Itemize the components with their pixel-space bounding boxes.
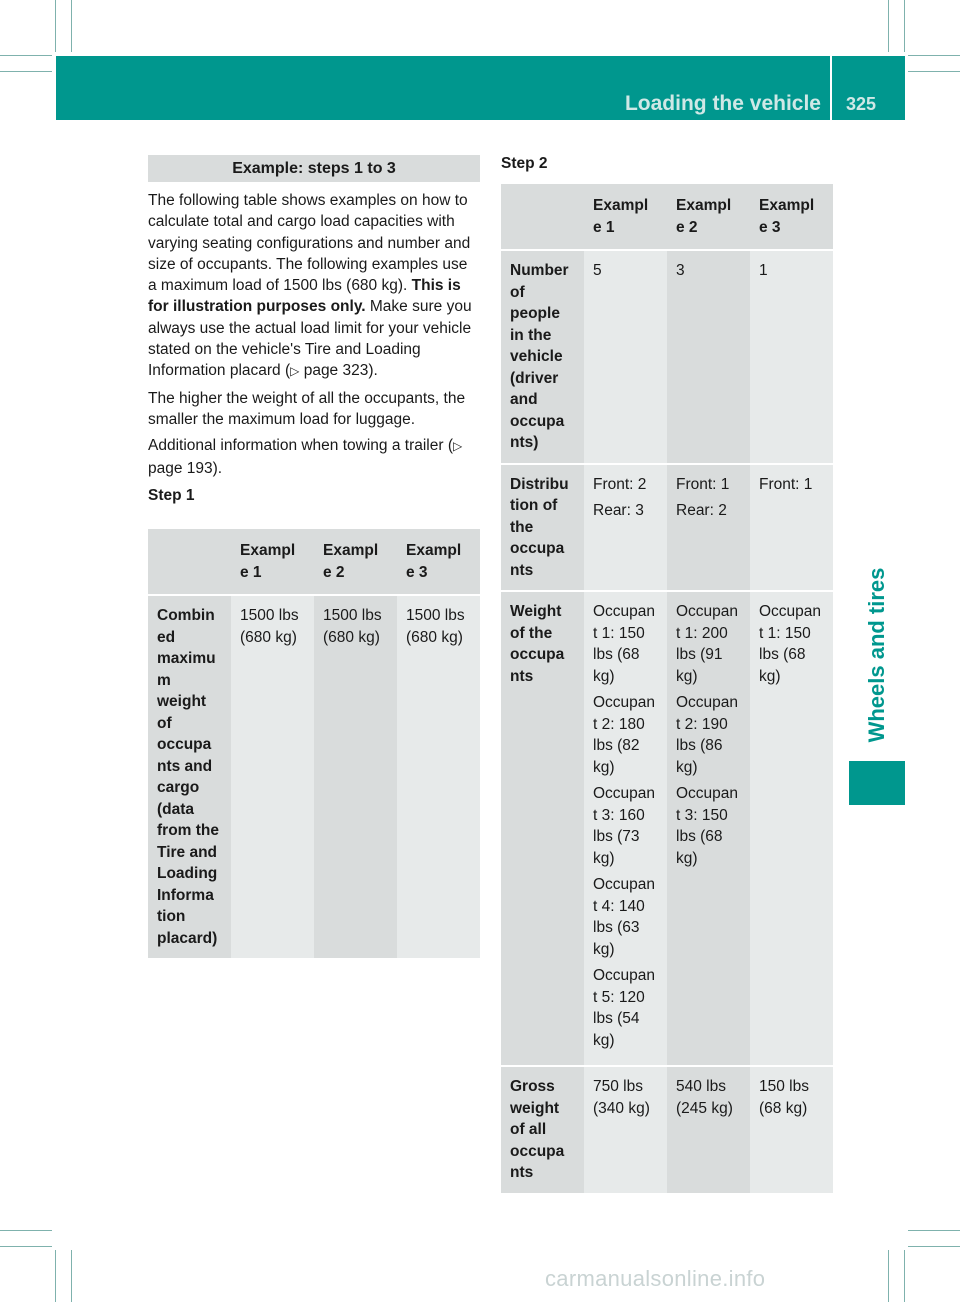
crop-mark <box>55 1250 56 1302</box>
crop-mark <box>908 1246 960 1247</box>
table-header-cell: Exampl e 1 <box>584 184 667 249</box>
table-cell <box>584 463 667 591</box>
cell-value: Occupan t 3: 150 lbs (68 kg) <box>676 785 739 867</box>
header-divider <box>830 56 832 120</box>
cell-value: 3 <box>676 262 685 279</box>
crop-mark <box>0 55 52 56</box>
cell-value: Front: 1 <box>676 475 730 493</box>
table-cell <box>750 249 833 463</box>
table-header-cell <box>501 184 584 249</box>
crop-mark <box>908 55 960 56</box>
crop-mark <box>71 1250 72 1302</box>
cell-value: Rear: 2 <box>676 502 727 519</box>
table-row <box>148 594 480 958</box>
cell-value: Occupan t 4: 140 lbs (63 kg) <box>593 876 656 958</box>
cell-value: Occupan t 3: 160 lbs (73 kg) <box>593 785 656 867</box>
table-row <box>501 249 833 463</box>
step-1-table <box>148 529 480 958</box>
cell-value: Occupan t 2: 180 lbs (82 kg) <box>593 694 656 776</box>
table-body <box>501 249 833 1193</box>
table-header-cell <box>148 529 231 594</box>
page-header <box>56 56 905 120</box>
row-header: Weight of the occupa nts <box>501 590 584 1065</box>
row-header: Distribu tion of the occupa nts <box>501 463 584 591</box>
cell-value: 750 lbs (340 kg) <box>593 1078 650 1117</box>
section-tab <box>849 560 905 750</box>
table-header-cell: Exampl e 3 <box>397 529 480 594</box>
row-header: Gross weight of all occupa nts <box>501 1065 584 1193</box>
step-2-label: Step 2 <box>501 155 548 172</box>
step-1-label: Step 1 <box>148 486 195 504</box>
table-cell <box>584 590 667 1065</box>
crop-mark <box>0 1246 52 1247</box>
chapter-title: Loading the vehicle <box>624 92 821 115</box>
cell-value: Occupan t 1: 200 lbs (91 kg) <box>676 603 739 685</box>
section-heading: Example: steps 1 to 3 <box>148 155 480 182</box>
table-cell <box>667 1065 750 1193</box>
page-number: 325 <box>846 94 877 114</box>
cell-value: 1 <box>759 262 768 279</box>
towing-paragraph: Additional information when towing a trailer (▷ page 193). <box>148 437 463 477</box>
crop-mark <box>908 71 960 72</box>
table-row <box>501 463 833 591</box>
table-cell <box>667 249 750 463</box>
table-cell <box>750 1065 833 1193</box>
cell-value: Occupan t 5: 120 lbs (54 kg) <box>593 967 656 1049</box>
crop-mark <box>888 0 889 52</box>
table-row <box>501 1065 833 1193</box>
cell-value: 540 lbs (245 kg) <box>676 1078 733 1117</box>
table-header-cell: Exampl e 3 <box>750 184 833 249</box>
table-cell <box>750 590 833 1065</box>
cell-value: 5 <box>593 262 602 279</box>
cell-value: Front: 1 <box>759 475 813 493</box>
table-cell <box>750 463 833 591</box>
table-header-cell: Exampl e 1 <box>231 529 314 594</box>
cell-value: 150 lbs (68 kg) <box>759 1078 809 1117</box>
table-header-cell: Exampl e 2 <box>314 529 397 594</box>
cell-value: Rear: 3 <box>593 502 644 519</box>
cell-value: Occupan t 2: 190 lbs (86 kg) <box>676 694 739 776</box>
crop-mark <box>904 0 905 52</box>
crop-mark <box>0 71 52 72</box>
watermark: carmanualsonline.info <box>545 1266 766 1291</box>
crop-mark <box>888 1250 889 1302</box>
table-cell <box>584 1065 667 1193</box>
crop-mark <box>55 0 56 52</box>
table-row <box>501 590 833 1065</box>
row-header: Number of people in the vehicle (driver and occupa nts) <box>501 249 584 463</box>
table-cell: 1500 lbs (680 kg) <box>231 594 314 958</box>
page-reference-icon: ▷ <box>453 439 463 454</box>
row-header: Combin ed maximu m weight of occupa nts and cargo (data from the Tire and Loading Informa tion placard) <box>148 594 231 958</box>
page-reference-icon: ▷ <box>290 364 300 379</box>
table-header-cell: Exampl e 2 <box>667 184 750 249</box>
table-cell: 1500 lbs (680 kg) <box>314 594 397 958</box>
table-header-row <box>148 529 480 594</box>
cell-value: Front: 2 <box>593 475 647 493</box>
cell-value: Occupan t 1: 150 lbs (68 kg) <box>593 603 656 685</box>
emphasis-text: This is for illustration purposes only. <box>148 277 461 316</box>
crop-mark <box>904 1250 905 1302</box>
crop-mark <box>0 1230 52 1231</box>
table-cell <box>584 249 667 463</box>
crop-mark <box>71 0 72 52</box>
step-2-table <box>501 184 833 1193</box>
cell-value: Occupan t 1: 150 lbs (68 kg) <box>759 603 822 685</box>
table-cell <box>667 590 750 1065</box>
weight-paragraph: The higher the weight of all the occupants, the smaller the maximum load for luggage. <box>148 389 466 428</box>
section-tab-marker <box>849 761 905 805</box>
section-tab-label: Wheels and tires <box>864 567 889 743</box>
left-column <box>148 155 480 506</box>
intro-paragraph: The following table shows examples on how to calculate total and cargo load capacities with varying seating configurations and number and size of occupants. The following examples use a maximum load of 1500 lbs (680 kg). This is for illustration purposes only. Make sure you always use the actual load limit for your vehicle stated on the vehicle's Tire and Loading Information placard (▷ page 323). <box>148 192 472 380</box>
table-header-row <box>501 184 833 249</box>
table-cell: 1500 lbs (680 kg) <box>397 594 480 958</box>
crop-mark <box>908 1230 960 1231</box>
table-cell <box>667 463 750 591</box>
